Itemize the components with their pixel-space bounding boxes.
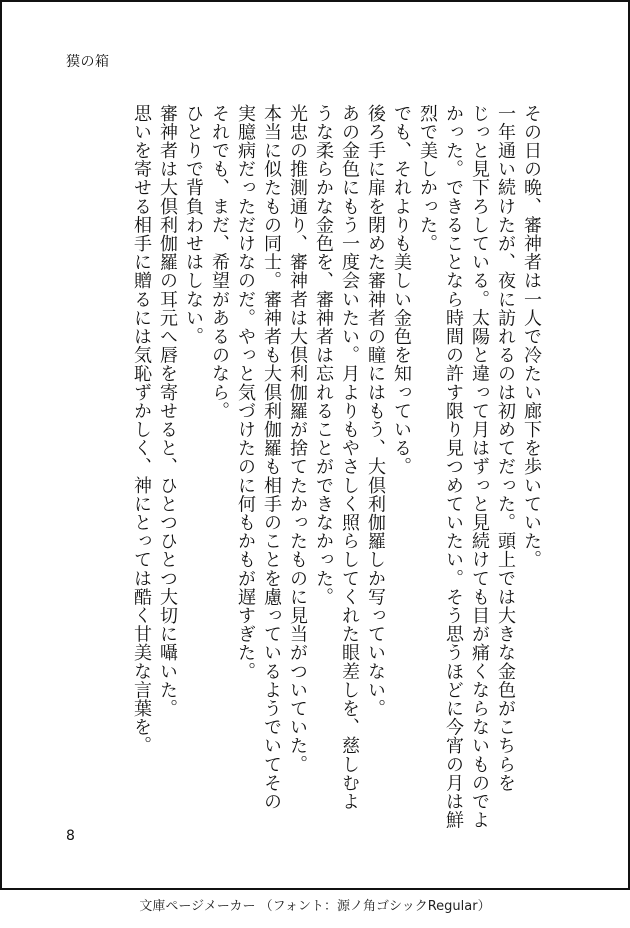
text-line: あの金色にもう一度会いたい。月よりもやさしく照らしてくれた眼差しを、慈しむよ bbox=[339, 104, 360, 811]
text-line: うな柔らかな金色を、審神者は忘れることができなかった。 bbox=[313, 104, 334, 607]
text-line: ひとりで背負わせはしない。 bbox=[183, 104, 204, 346]
text-line: 一年通い続けたが、夜に訪れるのは初めてだった。頭上では大きな金色がこちらを bbox=[495, 104, 516, 793]
page-number: 8 bbox=[66, 828, 75, 844]
text-line: 思いを寄せる相手に贈るには気恥ずかしく、神にとっては酷く甘美な言葉を。 bbox=[131, 104, 152, 755]
text-line: それでも、まだ、希望があるのなら。 bbox=[209, 104, 230, 421]
text-line: 光忠の推測通り、審神者は大倶利伽羅が捨てたかったものに見当がついていた。 bbox=[287, 104, 308, 774]
text-line: 烈で美しかった。 bbox=[417, 104, 438, 253]
text-line: 後ろ手に扉を閉めた審神者の瞳にはもう、大倶利伽羅しか写っていない。 bbox=[365, 104, 386, 718]
novel-text-block bbox=[128, 104, 544, 830]
text-line: じっと見下ろしている。太陽と違って月はずっと見続けても目が痛くならないものでよ bbox=[469, 104, 490, 830]
text-line: かった。できることなら時間の許す限り見つめていたい。そう思うほどに今宵の月は鮮 bbox=[443, 104, 464, 830]
text-line: 本当に似たもの同士。審神者も大倶利伽羅も相手のことを慮っているようでいてその bbox=[261, 104, 282, 811]
footer-credit: 文庫ページメーカー （フォント：源ノ角ゴシックRegular） bbox=[139, 899, 491, 914]
text-line: その日の晩、審神者は一人で冷たい廊下を歩いていた。 bbox=[521, 104, 542, 569]
text-line: 実臆病だっただけなのだ。やっと気づけたのに何もかもが遅すぎた。 bbox=[235, 104, 256, 681]
running-title: 獏の箱 bbox=[66, 54, 110, 70]
text-line: 審神者は大倶利伽羅の耳元へ唇を寄せると、ひとつひとつ大切に囁いた。 bbox=[157, 104, 178, 718]
text-line: でも、それよりも美しい金色を知っている。 bbox=[391, 104, 412, 476]
